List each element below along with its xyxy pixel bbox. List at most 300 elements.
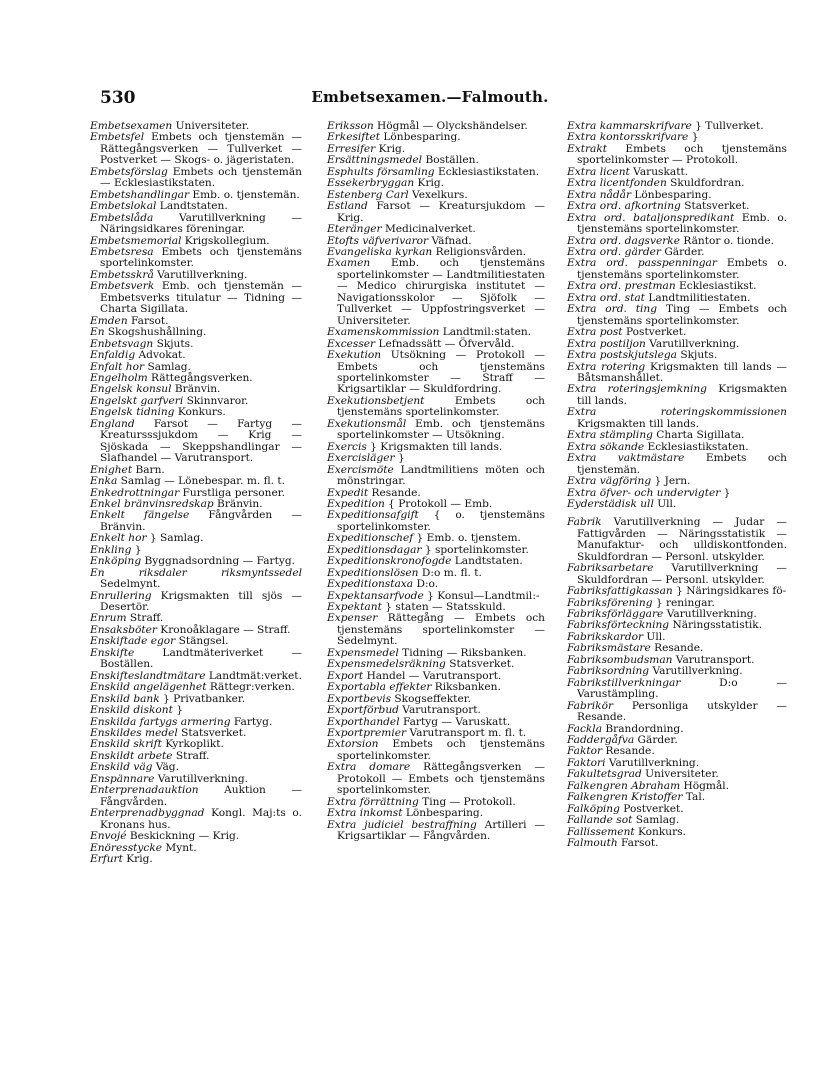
entry-term: Enkedrottningar <box>90 486 180 499</box>
entry-term: Faddergåfva <box>567 734 635 747</box>
entry-reference: Straff. <box>126 612 164 625</box>
entry-reference: Skuldfordran. <box>666 177 745 190</box>
entry-reference: Utsökning — Protokoll — Embets och tjenstemäns sportelinkomster — Straff — Krigsartiklar — Skuldfordring. <box>337 349 545 396</box>
entry-reference: Krig. <box>375 142 406 155</box>
entry-reference: Varutillverkning. <box>605 756 700 769</box>
entry-term: Enspännare <box>90 772 155 785</box>
entry-term: Essekerbryggan <box>327 177 415 190</box>
entry-reference: Skogseffekter. <box>391 692 471 705</box>
entry-reference: } Emb. o. tjenstem. <box>413 532 521 545</box>
entry-reference: Kyrkoplikt. <box>161 738 224 751</box>
index-entry <box>90 854 302 865</box>
entry-reference: Räntor o. tionde. <box>680 234 774 247</box>
entry-reference: Ecklesiastikstaten. <box>434 165 540 178</box>
entry-reference: Fångvården — Bränvin. <box>100 509 302 533</box>
index-entry <box>567 407 787 430</box>
entry-reference: Krig. <box>414 177 445 190</box>
entry-term: Expektansarfvode <box>327 589 424 602</box>
entry-term: Expedit <box>327 486 369 499</box>
entry-term: Enkelt hor <box>90 532 147 545</box>
entry-reference: Postverket. <box>619 802 684 815</box>
entry-reference: Resande. <box>602 745 655 758</box>
entry-reference: } <box>688 131 699 144</box>
entry-reference: Emb. och tjenstemän — Embetsverks titulatur — Tidning — Charta Sigillata. <box>100 280 302 316</box>
entry-term: Fabriksarbetare <box>567 562 654 575</box>
entry-reference: Brandordning. <box>602 722 684 735</box>
entry-term: Enskiftade egor <box>90 635 176 648</box>
entry-reference: Resande. <box>368 486 421 499</box>
entry-term: Extra ord. prestman <box>567 280 676 293</box>
index-entry <box>90 419 302 465</box>
entry-term: Embetsverk <box>90 280 155 293</box>
entry-reference: Fartyg. <box>230 715 273 728</box>
entry-term: En <box>90 326 105 339</box>
entry-term: Extra post <box>567 326 623 339</box>
entry-reference: { Protokoll — Emb. <box>384 497 493 510</box>
entry-term: Extra ord. stat <box>567 291 645 304</box>
entry-term: Expensmedel <box>327 646 399 659</box>
index-column-3 <box>567 121 787 850</box>
entry-reference: Landtmil:staten. <box>439 326 532 339</box>
entry-term: Expeditionsdagar <box>327 543 422 556</box>
entry-reference: Farsot. <box>617 837 659 850</box>
entry-term: Embetslåda <box>90 211 154 224</box>
entry-reference: Statsverket. <box>445 658 515 671</box>
entry-term: Examenskommission <box>327 326 440 339</box>
index-entry <box>327 201 545 224</box>
entry-reference: Varutillverkning. <box>649 665 743 678</box>
entry-term: Ersättningsmedel <box>327 154 423 167</box>
entry-reference: Krigsmakten till lands. <box>577 417 699 430</box>
entry-reference: Landtmilitiens möten och mönstringar. <box>337 463 545 488</box>
entry-term: Fakultetsgrad <box>567 768 642 781</box>
entry-reference: Rättegångsverken — Protokoll — Embets och tjenstemäns sportelinkomster. <box>337 761 545 797</box>
entry-reference: Rättegång — Embets och tjenstemäns sportelinkomster — Sedelmynt. <box>337 612 545 648</box>
entry-reference: Byggnadsordning — Fartyg. <box>141 555 295 568</box>
entry-reference: Bränvin. <box>171 383 221 396</box>
entry-reference: Skinnvaror. <box>183 394 249 407</box>
entry-reference: Varutillverkning — Skuldfordran — Personl. utskylder. <box>577 562 787 586</box>
entry-term: Extra öfver- och undervigter <box>567 486 721 499</box>
entry-term: Estland <box>327 200 368 213</box>
entry-term: Extra kontorsskrifvare <box>567 131 689 144</box>
entry-term: Exporthandel <box>327 715 400 728</box>
entry-reference: D:o. <box>413 578 439 591</box>
entry-term: Extra postskjutslega <box>567 349 677 362</box>
entry-reference: Auktion — Fångvården. <box>100 784 302 808</box>
entry-term: Fabrikör <box>567 699 614 712</box>
entry-term: Extra nådår <box>567 188 632 201</box>
entry-reference: Krigskollegium. <box>181 234 270 247</box>
entry-term: Embetsmemorial <box>90 234 182 247</box>
entry-reference: Universiteter. <box>641 768 719 781</box>
index-entry <box>567 213 787 236</box>
entry-reference: Ull. <box>653 497 677 510</box>
entry-reference: Varutillverkning. <box>645 337 740 350</box>
entry-reference: Näringsstatistik. <box>669 619 763 632</box>
entry-term: Expeditionschef <box>327 532 414 545</box>
entry-term: Fackla <box>567 722 603 735</box>
index-entry <box>567 362 787 385</box>
entry-reference: Ting — Protokoll. <box>418 795 516 808</box>
entry-term: Fabriksfattigkassan <box>567 585 673 598</box>
entry-term: Eteränger <box>327 223 382 236</box>
entry-reference: Kronoåklagare — Straff. <box>156 623 291 636</box>
index-entry <box>90 785 302 808</box>
index-entry <box>567 838 787 849</box>
entry-reference: } Jern. <box>651 475 691 488</box>
entry-term: Enöresstycke <box>90 841 163 854</box>
entry-reference: Varutransport. <box>398 704 481 717</box>
entry-reference: } reningar. <box>652 596 715 609</box>
entry-reference: Stängsel. <box>175 635 229 648</box>
entry-reference: } <box>172 704 183 717</box>
entry-term: Export <box>327 669 364 682</box>
index-entry <box>90 591 302 614</box>
entry-term: Exekutionsbetjent <box>327 394 425 407</box>
entry-term: Emden <box>90 314 128 327</box>
entry-reference: Emb. och tjenstemäns sportelinkomster — Utsökning. <box>337 417 545 442</box>
index-entry <box>90 568 302 591</box>
entry-term: Expektant <box>327 601 382 614</box>
entry-reference: Handel — Varutransport. <box>363 669 502 682</box>
entry-term: Embetsresa <box>90 245 154 258</box>
entry-reference: Rättegångsverken. <box>147 371 253 384</box>
index-entry <box>327 465 545 488</box>
entry-reference: Skogshushållning. <box>104 326 207 339</box>
entry-reference: Landtmilitiestaten. <box>644 291 751 304</box>
entry-reference: Sedelmynt. <box>100 578 161 591</box>
entry-reference: D:o — Varustämpling. <box>577 676 787 701</box>
entry-reference: Väfnad. <box>428 234 472 247</box>
entry-reference: Rättegr:verken. <box>206 681 295 694</box>
entry-reference: Ull. <box>643 630 666 643</box>
entry-term: En riksdaler riksmyntssedel <box>90 566 302 579</box>
entry-reference: } <box>720 486 731 499</box>
entry-reference: Högmål — Olyckshändelser. <box>373 120 528 132</box>
entry-term: Expenser <box>327 612 378 625</box>
entry-term: Excesser <box>327 337 376 350</box>
entry-term: Extra domare <box>327 761 411 774</box>
entry-term: Fallande sot <box>567 814 633 827</box>
entry-term: Extra postiljon <box>567 337 646 350</box>
index-entry <box>327 739 545 762</box>
entry-reference: Bränvin. <box>213 497 263 510</box>
entry-reference: Farsot — Kreatursjukdom — Krig. <box>337 200 545 224</box>
entry-term: Ensaksböter <box>90 623 157 636</box>
entry-term: Engelsk konsul <box>90 383 172 396</box>
entry-reference: Högmål. <box>680 779 730 792</box>
entry-term: Fabrikskardor <box>567 630 644 643</box>
entry-term: Expeditionslösen <box>327 566 419 579</box>
entry-term: Estenberg Carl <box>327 188 409 201</box>
entry-reference: Beskickning — Krig. <box>126 830 240 843</box>
entry-term: Embetslokal <box>90 200 157 213</box>
entry-term: Esphults församling <box>327 165 435 178</box>
entry-reference: Landtmät:verket. <box>205 669 302 682</box>
entry-reference: Krigsmakten till sjös — Desertör. <box>100 589 302 614</box>
entry-reference: Statsverket. <box>177 727 247 740</box>
entry-reference: Tidning — Riksbanken. <box>398 646 527 659</box>
entry-reference: Personliga utskylder — Resande. <box>577 699 787 724</box>
entry-reference: Varutransport m. fl. t. <box>406 727 527 740</box>
entry-term: Extra inkomst <box>327 807 403 820</box>
entry-term: Enskild skrift <box>90 738 162 751</box>
entry-reference: } Samlag. <box>146 532 204 545</box>
entry-term: Enskild bank <box>90 692 160 705</box>
entry-reference: Varutillverkning — Judar — Fattigvården — Näringsstatistik — Manufaktur- och ulldiskontfonden. Skuldfordran — Personl. utskylder. <box>577 516 787 563</box>
entry-term: Exercismöte <box>327 463 394 476</box>
entry-term: Extra ord. ting <box>567 303 658 316</box>
index-entry <box>567 384 787 407</box>
entry-term: Enfaldig <box>90 349 136 362</box>
entry-term: Extra ord. afkortning <box>567 200 681 213</box>
entry-reference: Ecklesiastikstaten. <box>644 440 749 453</box>
entry-term: Exekution <box>327 349 382 362</box>
entry-term: Extra rotering <box>567 360 646 373</box>
entry-term: Exportpremier <box>327 727 407 740</box>
entry-term: Extra ord. dagsverke <box>567 234 680 247</box>
entry-reference: } Tullverket. <box>691 120 764 132</box>
entry-term: Fabriksordning <box>567 665 650 678</box>
entry-term: Extra ord. passpenningar <box>567 257 717 270</box>
entry-term: Exportabla effekter <box>327 681 432 694</box>
entry-reference: Emb. o. tjenstemän. <box>189 188 300 201</box>
index-entry <box>327 820 545 843</box>
index-entry <box>567 563 787 586</box>
entry-term: Eyderstädisk ull <box>567 497 654 510</box>
entry-term: Engelskt garfveri <box>90 394 184 407</box>
index-entry <box>567 304 787 327</box>
index-entry <box>327 510 545 533</box>
entry-reference: Samlag. <box>632 814 680 827</box>
entry-reference: Samlag — Lönebespar. m. fl. t. <box>117 475 286 488</box>
entry-term: Enkling <box>90 543 132 556</box>
entry-reference: Lönbesparing. <box>631 188 712 201</box>
entry-term: Erresifer <box>327 142 376 155</box>
entry-term: Embetsexamen <box>90 120 173 132</box>
index-entry <box>567 517 787 563</box>
entry-reference: Landtstaten. <box>156 200 228 213</box>
index-entry <box>567 678 787 701</box>
entry-term: Falkengren Abraham <box>567 779 681 792</box>
entry-term: Extra ord. bataljonspredikant <box>567 211 735 224</box>
entry-term: Extra licent <box>567 165 630 178</box>
entry-term: Fallissement <box>567 825 635 838</box>
entry-reference: Fartyg — Varuskatt. <box>399 715 511 728</box>
entry-term: Enskifteslandtmätare <box>90 669 206 682</box>
entry-term: Engelholm <box>90 371 148 384</box>
entry-reference: Ting — Embets och tjenstemäns sportelinkomster. <box>577 303 788 327</box>
entry-term: Enskild diskont <box>90 704 173 717</box>
index-entry <box>567 453 787 476</box>
entry-term: Extra vägföring <box>567 475 652 488</box>
entry-term: Enrullering <box>90 589 152 602</box>
index-entry <box>327 419 545 442</box>
entry-term: Enrum <box>90 612 127 625</box>
entry-reference: Varutillverkning. <box>663 608 757 621</box>
entry-term: Fabriksförening <box>567 596 653 609</box>
index-entry <box>90 510 302 533</box>
entry-reference: Varutillverkning — Näringsidkares föreningar. <box>100 211 302 236</box>
entry-term: Envojé <box>90 830 127 843</box>
entry-term: Exercis <box>327 440 367 453</box>
entry-term: Enighet <box>90 463 133 476</box>
index-entry <box>327 396 545 419</box>
entry-term: Embetshandlingar <box>90 188 190 201</box>
entry-reference: Krig. <box>122 853 153 865</box>
entry-reference: Krigsmakten till lands — Båtsmanshållet. <box>577 360 787 384</box>
entry-term: Eriksson <box>327 120 374 132</box>
entry-reference: Kongl. Maj:ts o. Kronans hus. <box>100 807 302 831</box>
index-column-2 <box>327 121 545 843</box>
entry-term: Extra roteringsjemkning <box>567 383 707 396</box>
entry-reference: Varutillverkning. <box>153 268 248 281</box>
entry-reference: Embets och tjenstemän. <box>577 452 787 476</box>
entry-term: Erfurt <box>90 853 123 865</box>
entry-term: Enbetsvagn <box>90 337 154 350</box>
index-entry <box>567 144 787 167</box>
entry-reference: Samlag. <box>144 360 191 373</box>
entry-reference: Emb. och tjenstemäns sportelinkomster — Landtmilitiestaten — Medico chirurgiska institutet — Navigationsskolor — Sjöfolk — Tullverket — Uppfostringsverket — Universiteter. <box>337 257 545 327</box>
entry-reference: Straff. <box>172 749 210 762</box>
entry-term: Extra roteringskommissionen <box>567 406 787 419</box>
index-entry <box>567 499 787 510</box>
entry-term: Expedition <box>327 497 385 510</box>
entry-term: Extra förrättning <box>327 795 419 808</box>
index-entry <box>90 132 302 166</box>
entry-term: Faktor <box>567 745 603 758</box>
entry-reference: Embets och tjenstemäns sportelinkomster — Protokoll. <box>577 142 787 167</box>
entry-term: Faktori <box>567 756 606 769</box>
entry-term: Extra judiciel bestraffning <box>327 818 477 831</box>
entry-reference: Religionsvården. <box>432 245 527 258</box>
entry-term: Embetsskrå <box>90 268 154 281</box>
entry-term: Exportförbud <box>327 704 399 717</box>
index-entry <box>90 167 302 190</box>
entry-reference: } Krigsmakten till lands. <box>366 440 503 453</box>
entry-reference: Tal. <box>682 791 706 804</box>
entry-term: Enköping <box>90 555 142 568</box>
entry-reference: Furstliga personer. <box>179 486 286 499</box>
index-entry <box>90 213 302 236</box>
entry-term: Expeditionskronofogde <box>327 555 452 568</box>
entry-reference: Resande. <box>650 642 704 655</box>
entry-term: Fabriksmästare <box>567 642 651 655</box>
entry-reference: Medicinalverket. <box>381 223 476 236</box>
entry-reference: Varuskatt. <box>629 165 689 178</box>
entry-reference: Skjuts. <box>153 337 194 350</box>
index-entry <box>327 613 545 647</box>
entry-term: Engelsk tidning <box>90 406 175 419</box>
entry-reference: } Näringsidkares fö- <box>672 585 787 598</box>
entry-reference: Embets och tjenstemäns sportelinkomster. <box>337 738 545 762</box>
entry-reference: Postverket. <box>622 326 687 339</box>
entry-term: Erkesiftet <box>327 131 381 144</box>
entry-reference: Gärder. <box>660 245 705 258</box>
entry-term: Enskildt arbete <box>90 749 173 762</box>
entry-term: Enfalt hor <box>90 360 145 373</box>
entry-term: Expeditionstaxa <box>327 578 414 591</box>
index-column-1 <box>90 121 302 865</box>
entry-reference: Krigsmakten till lands. <box>577 383 787 407</box>
entry-reference: } Privatbanker. <box>159 692 246 705</box>
entry-reference: Väg. <box>152 761 179 774</box>
entry-reference: Charta Sigillata. <box>652 429 745 442</box>
index-entry <box>90 247 302 270</box>
entry-reference: } Konsul—Landtmil:- <box>423 589 540 602</box>
entry-reference: Artilleri — Krigsartiklar — Fångvården. <box>337 818 545 843</box>
entry-term: Extorsion <box>327 738 379 751</box>
entry-reference: Lefnadssätt — Öfvervåld. <box>375 337 515 350</box>
entry-term: Enka <box>90 475 118 488</box>
entry-term: Fabriksombudsman <box>567 653 673 666</box>
entry-reference: Landtmäteriverket — Boställen. <box>100 646 302 671</box>
entry-reference: Gärder. <box>634 734 678 747</box>
entry-reference: } <box>131 543 142 556</box>
page-number: 530 <box>100 88 136 108</box>
entry-term: Enskild angelägenhet <box>90 681 207 694</box>
entry-term: Expensmedelsräkning <box>327 658 446 671</box>
entry-reference: D:o m. fl. t. <box>418 566 482 579</box>
entry-reference: Embets och tjenstemän — Ecklesiastikstaten. <box>100 165 302 190</box>
entry-term: Fabrikstillverkningar <box>567 676 681 689</box>
index-entry <box>327 350 545 396</box>
entry-reference: Embets och tjenstemäns sportelinkomster. <box>337 394 545 419</box>
entry-term: Exercisläger <box>327 452 395 465</box>
entry-reference: Farsot — Fartyg — Kreatursssjukdom — Krig — Sjöskada — Skeppshandlingar — Slafhandel — Varutransport. <box>100 417 302 465</box>
entry-reference: { o. tjenstemäns sportelinkomster. <box>337 509 545 533</box>
entry-term: Extra licentfonden <box>567 177 667 190</box>
entry-term: Fabrik <box>567 516 602 529</box>
entry-term: Enskild väg <box>90 761 153 774</box>
entry-term: Enskilda fartygs armering <box>90 715 231 728</box>
entry-reference: Ecklesiastikst. <box>675 280 757 293</box>
running-header: Embetsexamen.—Falmouth. <box>311 88 549 106</box>
entry-reference: Lönbesparing. <box>380 131 461 144</box>
index-entry <box>327 258 545 327</box>
entry-term: Enkel bränvinsredskap <box>90 497 214 510</box>
entry-reference: Varutransport. <box>672 653 755 666</box>
entry-reference: } sportelinkomster. <box>421 543 529 556</box>
entry-term: Enskifte <box>90 646 135 659</box>
entry-term: Enskildes medel <box>90 727 178 740</box>
entry-reference: Skjuts. <box>676 349 718 362</box>
entry-reference: Embets och tjenstemäns sportelinkomster. <box>100 245 302 270</box>
entry-term: Extra vaktmästare <box>567 452 685 465</box>
entry-term: Falköping <box>567 802 620 815</box>
entry-reference: Embets o. tjenstemäns sportelinkomster. <box>577 257 787 281</box>
entry-term: Extra sökande <box>567 440 645 453</box>
entry-term: Enterprenadauktion <box>90 784 199 797</box>
entry-term: Etofts väfverivaror <box>327 234 429 247</box>
entry-reference: Lönbesparing. <box>402 807 484 820</box>
entry-reference: Statsverket. <box>680 200 750 213</box>
entry-reference: Varutillverkning. <box>154 772 248 785</box>
index-entry <box>90 648 302 671</box>
entry-reference: Embets och tjenstemän — Rättegångsverken — Tullverket — Postverket — Skogs- o. jägeristaten. <box>100 131 302 167</box>
entry-reference: } staten — Statsskuld. <box>381 601 506 614</box>
index-entry <box>567 701 787 724</box>
entry-term: Embetsfel <box>90 131 145 144</box>
entry-reference: Boställen. <box>422 154 479 167</box>
entry-term: Enterprenadbyggnad <box>90 807 205 820</box>
entry-reference: Universiteter. <box>172 120 250 132</box>
entry-reference: Landtstaten. <box>451 555 523 568</box>
entry-reference: Konkurs. <box>634 825 686 838</box>
entry-reference: } <box>394 452 405 465</box>
entry-reference: Vexelkurs. <box>408 188 468 201</box>
